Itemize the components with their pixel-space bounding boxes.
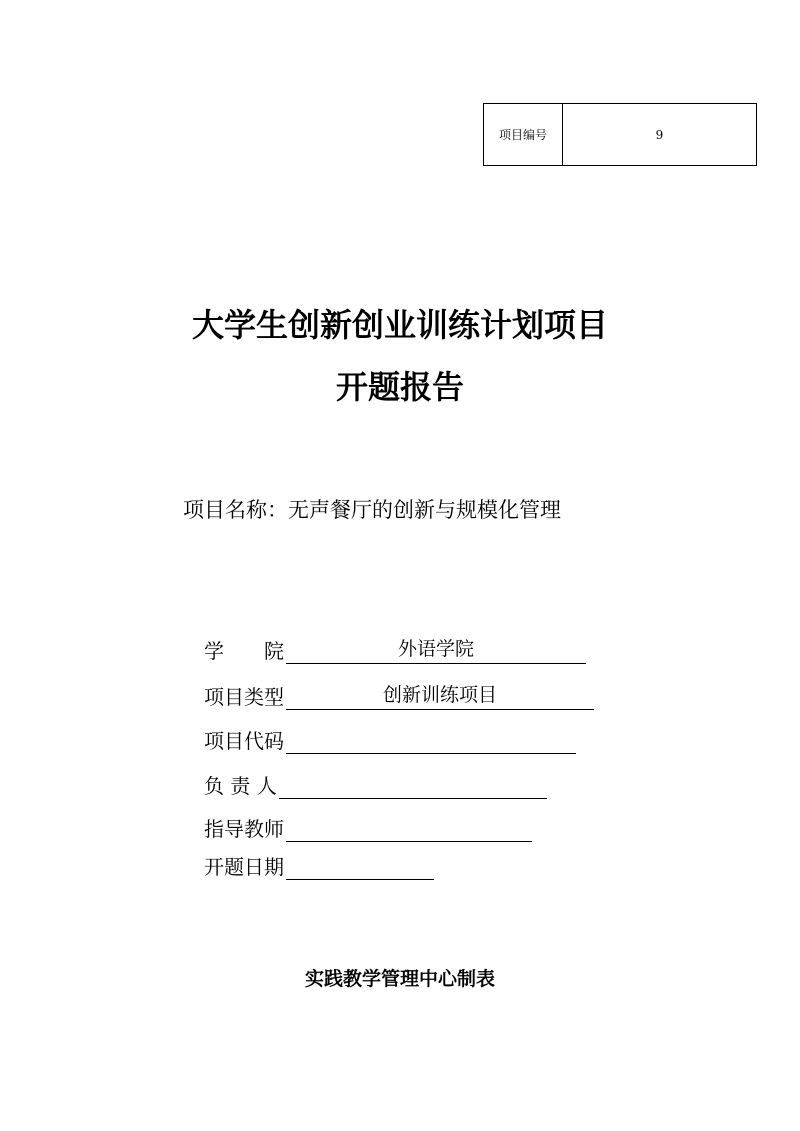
field-project-code-value: [286, 727, 576, 754]
field-project-code: [204, 724, 576, 754]
field-project-code-label: 项目代码: [204, 729, 284, 753]
field-project-type: [204, 680, 594, 710]
field-college: [204, 634, 586, 664]
project-name: 项目名称：无声餐厅的创新与规模化管理: [183, 498, 561, 522]
document-title: 大学生创新创业训练计划项目: [191, 306, 608, 344]
field-project-type-label: 项目类型: [204, 685, 284, 709]
field-project-type-value: 创新训练项目: [286, 683, 594, 710]
field-leader: [204, 769, 547, 799]
footer-issuer: 实践教学管理中心制表: [304, 968, 495, 990]
field-start-date: [204, 850, 434, 880]
field-leader-value: [279, 772, 547, 799]
field-start-date-label: 开题日期: [204, 855, 284, 879]
project-number-value: 9: [563, 104, 757, 166]
field-start-date-value: [286, 853, 434, 880]
field-college-label: 学 院: [204, 639, 284, 663]
field-advisor-value: [286, 815, 532, 842]
field-college-value: 外语学院: [286, 637, 586, 664]
field-leader-label: 负 责 人: [204, 774, 277, 798]
field-advisor-label: 指导教师: [204, 817, 284, 841]
document-subtitle: 开题报告: [335, 368, 464, 406]
project-number-table: [483, 103, 757, 166]
project-number-label: 项目编号: [484, 104, 563, 166]
field-advisor: [204, 812, 532, 842]
